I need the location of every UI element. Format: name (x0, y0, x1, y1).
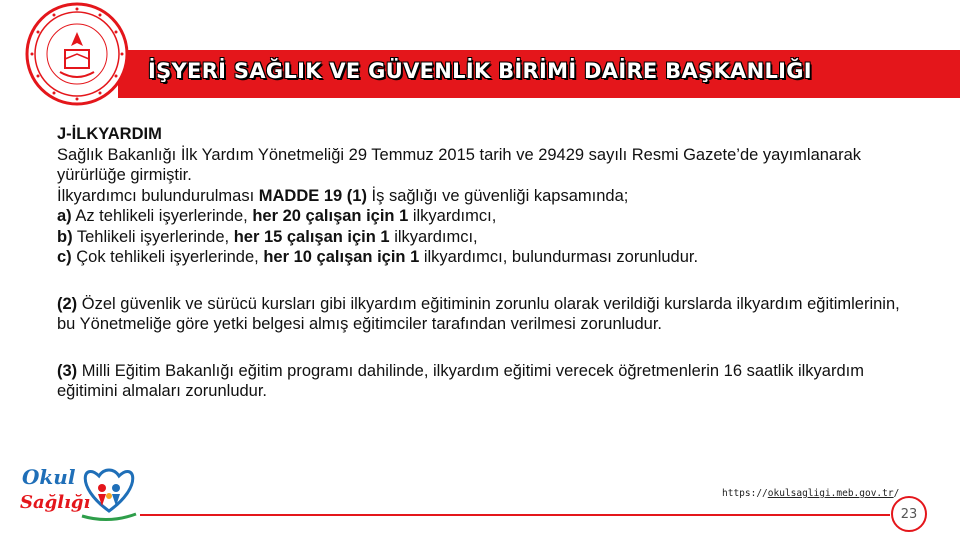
list-item: a) Az tehlikeli işyerlerinde, her 20 çalışan için 1 ilkyardımcı, (57, 207, 497, 225)
page-number: 23 (891, 496, 927, 532)
paragraph-3: (3) Milli Eğitim Bakanlığı eğitim programı dahilinde, ilkyardım eğitimi verecek öğretmenlerin 16 saatlik ilkyardım eğitimini almaları zorunludur. (57, 361, 864, 400)
website-link[interactable]: okulsagligi.meb.gov.tr (767, 488, 894, 499)
paragraph-2: (2) Özel güvenlik ve sürücü kursları gibi ilkyardım eğitiminin zorunlu olarak verildiği kurslarda ilkyardım eğitimlerinin, bu Yönetmeliğe göre yetki belgesi almış eğitimciler tarafından verilmesi zorunludur. (57, 294, 900, 333)
list-item: c) Çok tehlikeli işyerlerinde, her 10 çalışan için 1 ilkyardımcı, bulundurması zorunludur. (57, 248, 699, 266)
intro-paragraph: Sağlık Bakanlığı İlk Yardım Yönetmeliği 29 Temmuz 2015 tarih ve 29429 sayılı Resmi Gazete’de yayımlanarak yürürlüğe girmiştir. (57, 145, 862, 184)
website-url[interactable]: https://okulsagligi.meb.gov.tr/ (722, 488, 900, 499)
logo-line1: Okul (22, 465, 76, 489)
slide-body (57, 124, 917, 402)
section-heading: J-İLKYARDIM (57, 125, 162, 143)
list-item: b) Tehlikeli işyerlerinde, her 15 çalışan için 1 ilkyardımcı, (57, 227, 478, 246)
okul-sagligi-logo (14, 456, 144, 526)
header-title: İŞYERİ SAĞLIK VE GÜVENLİK BİRİMİ DAİRE BAŞKANLIĞI (148, 59, 812, 83)
meb-seal-icon (20, 2, 134, 106)
logo-line2: Sağlığı (20, 492, 91, 513)
article-line: İlkyardımcı bulundurulması MADDE 19 (1) İş sağlığı ve güvenliği kapsamında; (57, 186, 629, 205)
footer-divider (140, 514, 890, 516)
